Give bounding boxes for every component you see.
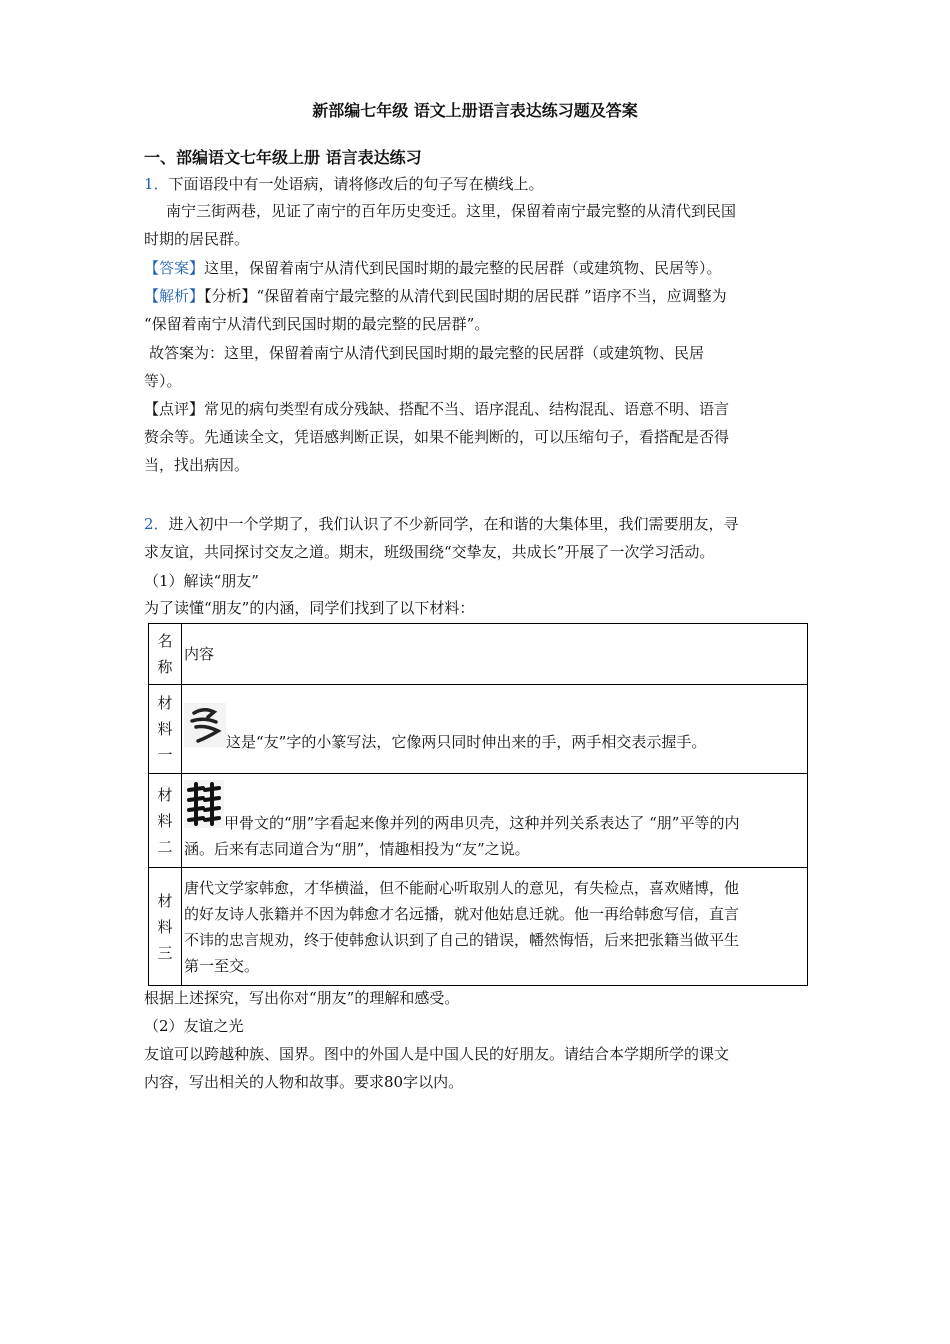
- table-row-material-3: [149, 868, 808, 986]
- q2-part2-heading: （2）友谊之光: [144, 1017, 244, 1035]
- header-label-cell: [149, 624, 182, 685]
- label-char: 料: [157, 811, 173, 830]
- oracle-bone-peng-image: [184, 780, 224, 836]
- material-2-line2: 涵。后来有志同道合为“朋”，情趣相投为“友”之说。: [184, 839, 530, 858]
- table-row-material-1: [149, 685, 808, 774]
- answer-tag: 【答案】: [144, 259, 205, 277]
- q2-part1-heading: （1）解读“朋友”: [144, 572, 259, 590]
- q1-number: 1．: [144, 175, 169, 193]
- material-3-line2: 的好友诗人张籍并不因为韩愈才名远播，就对他姑息迁就。他一再给韩愈写信，直言: [184, 904, 740, 923]
- material-2-line1: 甲骨文的“朋”字看起来像并列的两串贝壳，这种并列关系表达了 “朋”平等的内: [224, 813, 740, 832]
- q2-number: 2．: [144, 515, 169, 533]
- label-char: 一: [157, 746, 173, 764]
- q2-part2-line1: 友谊可以跨越种族、国界。图中的外国人是中国人民的好朋友。请结合本学期所学的课文: [144, 1045, 730, 1063]
- label-char: 三: [157, 943, 173, 962]
- q2-part1-task: 根据上述探究，写出你对“朋友”的理解和感受。: [144, 989, 460, 1007]
- label-char: 材: [157, 891, 173, 910]
- q1-answer-line: [144, 257, 722, 279]
- label-char: 料: [157, 720, 173, 738]
- q1-final-line2: 等）。: [144, 372, 182, 390]
- header-label-char: 称: [157, 658, 173, 676]
- header-label-char: 名: [157, 632, 173, 650]
- label-char: 二: [157, 837, 173, 856]
- seal-script-you-image: [184, 703, 226, 755]
- q1-passage-line2: 时期的居民群。: [144, 230, 250, 248]
- q1-analysis-line1: 【分析】“保留着南宁最完整的从清代到民国时期的居民群 ”语序不当，应调整为: [204, 287, 727, 305]
- q1-answer-text: 这里，保留着南宁从清代到民国时期的最完整的民居群（或建筑物、民居等）。: [204, 259, 722, 277]
- document-title: 新部编七年级 语文上册语言表达练习题及答案: [312, 101, 638, 120]
- label-char: 材: [157, 694, 173, 712]
- material-3-line4: 第一至交。: [184, 956, 260, 975]
- q2-intro-line2: 求友谊，共同探讨交友之道。期末，班级围绕“交挚友，共成长”开展了一次学习活动。: [144, 543, 715, 561]
- material-3-label-cell: [149, 868, 182, 986]
- q1-comment-line3: 当，找出病因。: [144, 456, 250, 474]
- material-1-label-cell: [149, 685, 182, 774]
- analysis-tag: 【解析】: [144, 287, 205, 305]
- q1-analysis-line: [144, 285, 727, 307]
- q1-comment-line1: 【点评】常见的病句类型有成分残缺、搭配不当、语序混乱、结构混乱、语意不明、语言: [144, 400, 730, 418]
- label-char: 材: [157, 785, 173, 804]
- q1-passage-line1: 南宁三街两巷，见证了南宁的百年历史变迁。这里，保留着南宁最完整的从清代到民国: [166, 202, 737, 220]
- material-2-label-cell: [149, 774, 182, 868]
- q2-intro-line1: 进入初中一个学期了，我们认识了不少新同学，在和谐的大集体里，我们需要朋友，寻: [168, 515, 739, 533]
- q1-comment-line2: 赘余等。先通读全文，凭语感判断正误，如果不能判断的，可以压缩句子，看搭配是否得: [144, 428, 730, 446]
- q1-prompt: 下面语段中有一处语病，请将修改后的句子写在横线上。: [168, 175, 544, 193]
- material-2-content-cell: [182, 774, 808, 868]
- material-3-line1: 唐代文学家韩愈，才华横溢，但不能耐心听取别人的意见，有失检点，喜欢赌博，他: [184, 878, 740, 897]
- table-row-material-2: [149, 774, 808, 868]
- q2-intro-line: [144, 513, 739, 535]
- q1-final-line1: 故答案为：这里，保留着南宁从清代到民国时期的最完整的民居群（或建筑物、民居: [149, 344, 705, 362]
- q2-part2-line2: 内容，写出相关的人物和故事。要求80字以内。: [144, 1073, 464, 1091]
- materials-table: [148, 623, 808, 986]
- header-content-cell: 内容: [182, 624, 808, 685]
- label-char: 料: [157, 917, 173, 936]
- section-heading: 一、部编语文七年级上册 语言表达练习: [144, 148, 422, 167]
- q1-analysis-line2: “保留着南宁从清代到民国时期的最完整的民居群”。: [144, 315, 490, 333]
- material-1-text: 这是“友”字的小篆写法，它像两只同时伸出来的手，两手相交表示握手。: [226, 733, 707, 751]
- material-1-content-cell: [182, 685, 808, 774]
- table-header-row: [149, 624, 808, 685]
- material-3-line3: 不讳的忠言规劝，终于使韩愈认识到了自己的错误，幡然悔悟，后来把张籍当做平生: [184, 930, 740, 949]
- q1-prompt-line: [144, 173, 544, 195]
- q2-part1-intro: 为了读懂“朋友”的内涵，同学们找到了以下材料：: [144, 599, 475, 617]
- material-3-content-cell: [182, 868, 808, 986]
